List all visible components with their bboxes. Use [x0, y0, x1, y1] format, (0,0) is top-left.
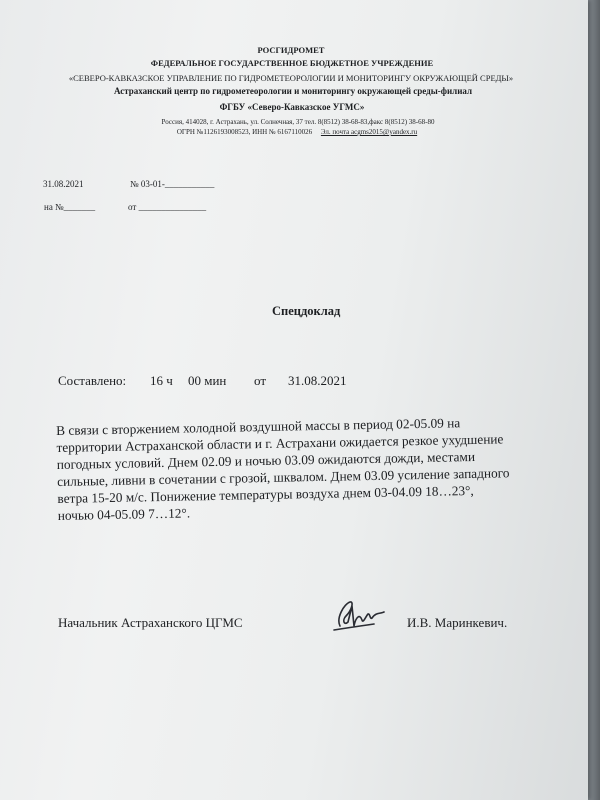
header-full-name: «СЕВЕРО-КАВКАЗСКОЕ УПРАВЛЕНИЕ ПО ГИДРОМЕТЕОРОЛОГИИ И МОНИТОРИНГУ ОКРУЖАЮЩЕЙ СРЕДЫ» — [68, 73, 514, 83]
signature-position: Начальник Астраханского ЦГМС — [58, 615, 243, 630]
ref-na: на №_______ — [44, 202, 96, 212]
handwritten-signature — [330, 596, 392, 636]
body-line: территории Астраханской области и г. Астрахани ожидается резкое ухудшение — [56, 431, 504, 455]
header-ids: ОГРН №1126193008523, ИНН № 6167110026 — [176, 128, 313, 136]
composed-minutes: 00 мин — [188, 373, 227, 388]
header-email: Эл. почта acgms2015@yandex.ru — [320, 128, 418, 136]
header-address: Россия, 414028, г. Астрахань, ул. Солнечная, 37 тел. 8(8512) 38-68-83,факс 8(8512) 38-68-80 — [161, 118, 435, 126]
header-institution-type: ФЕДЕРАЛЬНОЕ ГОСУДАРСТВЕННОЕ БЮДЖЕТНОЕ УЧРЕЖДЕНИЕ — [150, 58, 434, 68]
composed-hours: 16 ч — [150, 373, 173, 388]
report-body — [56, 412, 556, 524]
header-short-name: ФГБУ «Северо-Кавказское УГМС» — [219, 102, 365, 112]
ref-number: № 03-01-___________ — [130, 179, 215, 189]
composed-label: Составлено: — [58, 373, 127, 388]
header-org: РОСГИДРОМЕТ — [257, 45, 325, 55]
header-branch: Астраханский центр по гидрометеорологии и мониторингу окружающей среды-филиал — [113, 86, 473, 96]
body-line: ветра 15-20 м/с. Понижение температуры воздуха днем 03-04.09 18…23°, — [57, 482, 474, 506]
body-line: ночью 04-05.09 7…12°. — [57, 505, 191, 523]
composed-ot: от — [254, 373, 267, 388]
signatory-name: И.В. Маринкевич. — [407, 615, 508, 630]
composed-date: 31.08.2021 — [288, 373, 347, 388]
body-line: В связи с вторжением холодной воздушной массы в период 02-05.09 на — [56, 415, 461, 438]
header-ids-line — [3, 128, 591, 136]
ref-ot: от _______________ — [128, 202, 207, 212]
body-line: сильные, ливни в сочетании с грозой, шквалом. Днем 03.09 усиление западного — [56, 465, 510, 489]
page-title: Спецдоклад — [272, 304, 341, 318]
ref-date: 31.08.2021 — [43, 179, 84, 189]
body-line: погодных условий. Днем 02.09 и ночью 03.09 ожидаются дожди, местами — [56, 448, 476, 472]
